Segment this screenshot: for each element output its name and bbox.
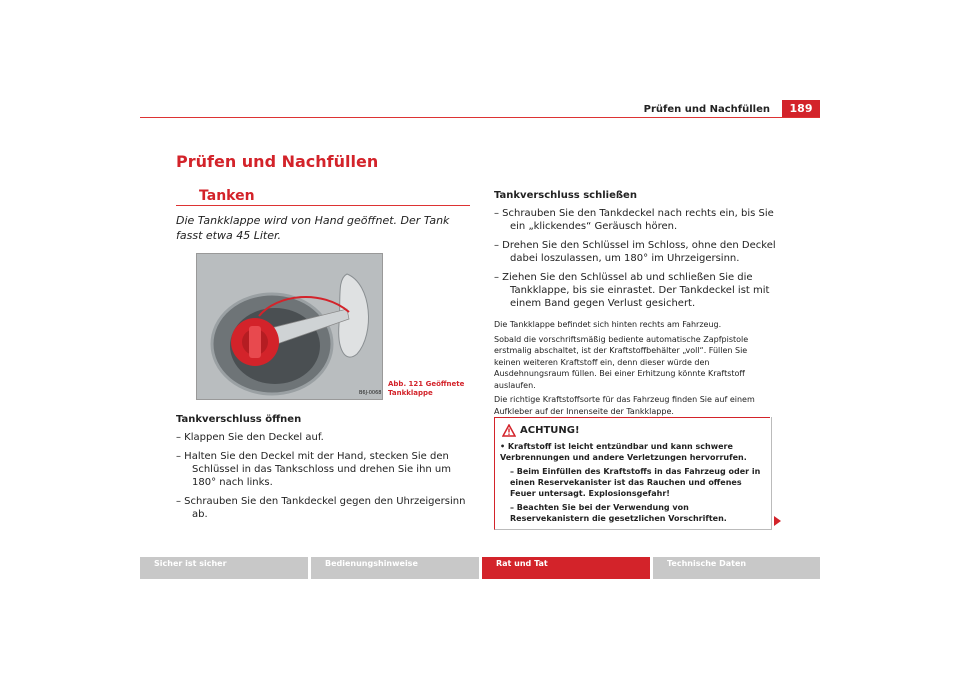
section-rule bbox=[176, 205, 470, 206]
figure-caption: Abb. 121 Geöffnete Tankklappe bbox=[388, 380, 465, 397]
notes bbox=[494, 319, 770, 420]
tab-bedienungshinweise[interactable]: Bedienungshinweise bbox=[311, 557, 479, 579]
fuel-cap-icon bbox=[197, 254, 382, 399]
step: – Drehen Sie den Schlüssel im Schloss, ohne den Deckel dabei loszulassen, um 180° im Uhrzeigersinn. bbox=[494, 240, 776, 264]
note: Die richtige Kraftstoffsorte für das Fahrzeug finden Sie auf einem Aufkleber auf der Innenseite der Tankklappe. bbox=[494, 395, 755, 416]
header-rule bbox=[140, 117, 820, 118]
figure-code: B6J-0068 bbox=[359, 390, 382, 396]
note: Sobald die vorschriftsmäßig bediente automatische Zapfpistole erstmalig abschaltet, ist der Kraftstoffbehälter „voll“. Füllen Sie keinen weiteren Kraftstoff ein, denn dieser würde den Ausdehnungsraum füllen. Bei einer Erhitzung könnte Kraftstoff auslaufen. bbox=[494, 334, 749, 390]
fuel-flap-illustration bbox=[196, 253, 383, 400]
tab-rat-und-tat[interactable]: Rat und Tat bbox=[482, 557, 650, 579]
section-title: Tanken bbox=[199, 188, 255, 204]
tab-technische-daten[interactable]: Technische Daten bbox=[653, 557, 820, 579]
warning-title: ACHTUNG! bbox=[520, 425, 580, 436]
open-heading: Tankverschluss öffnen bbox=[176, 414, 302, 425]
warning-sub: – Beachten Sie bei der Verwendung von Reservekanistern die gesetzlichen Vorschriften. bbox=[510, 503, 727, 523]
open-instructions bbox=[176, 414, 476, 527]
page-number: 189 bbox=[782, 100, 820, 118]
tab-sicher-ist-sicher[interactable]: Sicher ist sicher bbox=[140, 557, 308, 579]
warning-main: • Kraftstoff ist leicht entzündbar und kann schwere Verbrennungen und andere Verletzungen hervorrufen. bbox=[500, 442, 747, 462]
note: Die Tankklappe befindet sich hinten rechts am Fahrzeug. bbox=[494, 320, 722, 329]
step: – Halten Sie den Deckel mit der Hand, stecken Sie den Schlüssel in das Tankschloss und drehen Sie ihn um 180° nach links. bbox=[176, 451, 452, 488]
step: – Schrauben Sie den Tankdeckel gegen den Uhrzeigersinn ab. bbox=[176, 496, 466, 520]
warning-triangle-icon bbox=[502, 422, 516, 441]
warning-top-rule bbox=[494, 417, 770, 418]
warning-body bbox=[500, 441, 766, 527]
continue-arrow-icon bbox=[774, 516, 781, 526]
running-header-title: Prüfen und Nachfüllen bbox=[643, 104, 770, 115]
step: – Ziehen Sie den Schlüssel ab und schließen Sie die Tankklappe, bis sie einrastet. Der Tankdeckel ist mit einem Band gegen Verlust gesichert. bbox=[494, 272, 770, 309]
step: – Klappen Sie den Deckel auf. bbox=[176, 432, 324, 443]
close-heading: Tankverschluss schließen bbox=[494, 190, 637, 201]
chapter-title: Prüfen und Nachfüllen bbox=[176, 152, 379, 171]
close-instructions bbox=[494, 190, 784, 316]
warning-sub: – Beim Einfüllen des Kraftstoffs in das Fahrzeug oder in einen Reservekanister ist das Rauchen und offenes Feuer untersagt. Explosionsgefahr! bbox=[510, 467, 761, 498]
intro-text: Die Tankklappe wird von Hand geöffnet. Der Tank fasst etwa 45 Liter. bbox=[176, 214, 450, 242]
step: – Schrauben Sie den Tankdeckel nach rechts ein, bis Sie ein „klickendes“ Geräusch hören. bbox=[494, 208, 774, 232]
